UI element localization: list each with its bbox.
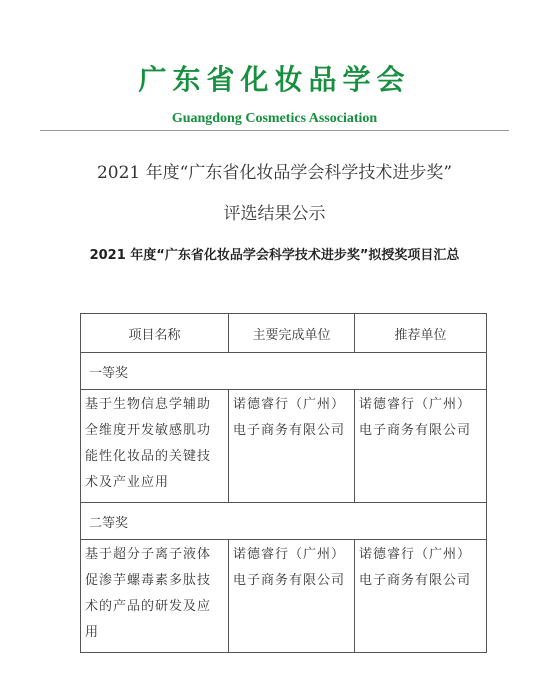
header-recommender: 推荐单位 [355, 314, 487, 353]
main-unit-cell: 诺德睿行（广州）电子商务有限公司 [229, 540, 355, 653]
project-name-cell: 基于生物信息学辅助全维度开发敏感肌功能性化妆品的关键技术及产业应用 [81, 390, 229, 503]
recommender-cell: 诺德睿行（广州）电子商务有限公司 [355, 540, 487, 653]
header-divider [40, 130, 509, 131]
document-title-line1: 2021 年度“广东省化妆品学会科学技术进步奖” [96, 163, 453, 183]
org-name-chinese: 广东省化妆品学会 [138, 63, 411, 96]
section-label-second-prize: 二等奖 [81, 503, 487, 540]
main-unit-cell: 诺德睿行（广州）电子商务有限公司 [229, 390, 355, 503]
section-row-first-prize [81, 353, 487, 390]
table-row [81, 540, 487, 653]
table-row [81, 390, 487, 503]
table-header-row [81, 314, 487, 353]
header-main-unit: 主要完成单位 [229, 314, 355, 353]
recommender-cell: 诺德睿行（广州）电子商务有限公司 [355, 390, 487, 503]
document-title-line2: 评选结果公示 [223, 204, 326, 224]
section-row-second-prize [81, 503, 487, 540]
awards-table [80, 313, 487, 653]
project-name-cell: 基于超分子离子液体促渗芋螺毒素多肽技术的产品的研发及应用 [81, 540, 229, 653]
summary-title: 2021 年度“广东省化妆品学会科学技术进步奖”拟授奖项目汇总 [89, 248, 460, 263]
section-label-first-prize: 一等奖 [81, 353, 487, 390]
org-name-english: Guangdong Cosmetics Association [171, 111, 378, 126]
header-project-name: 项目名称 [81, 314, 229, 353]
